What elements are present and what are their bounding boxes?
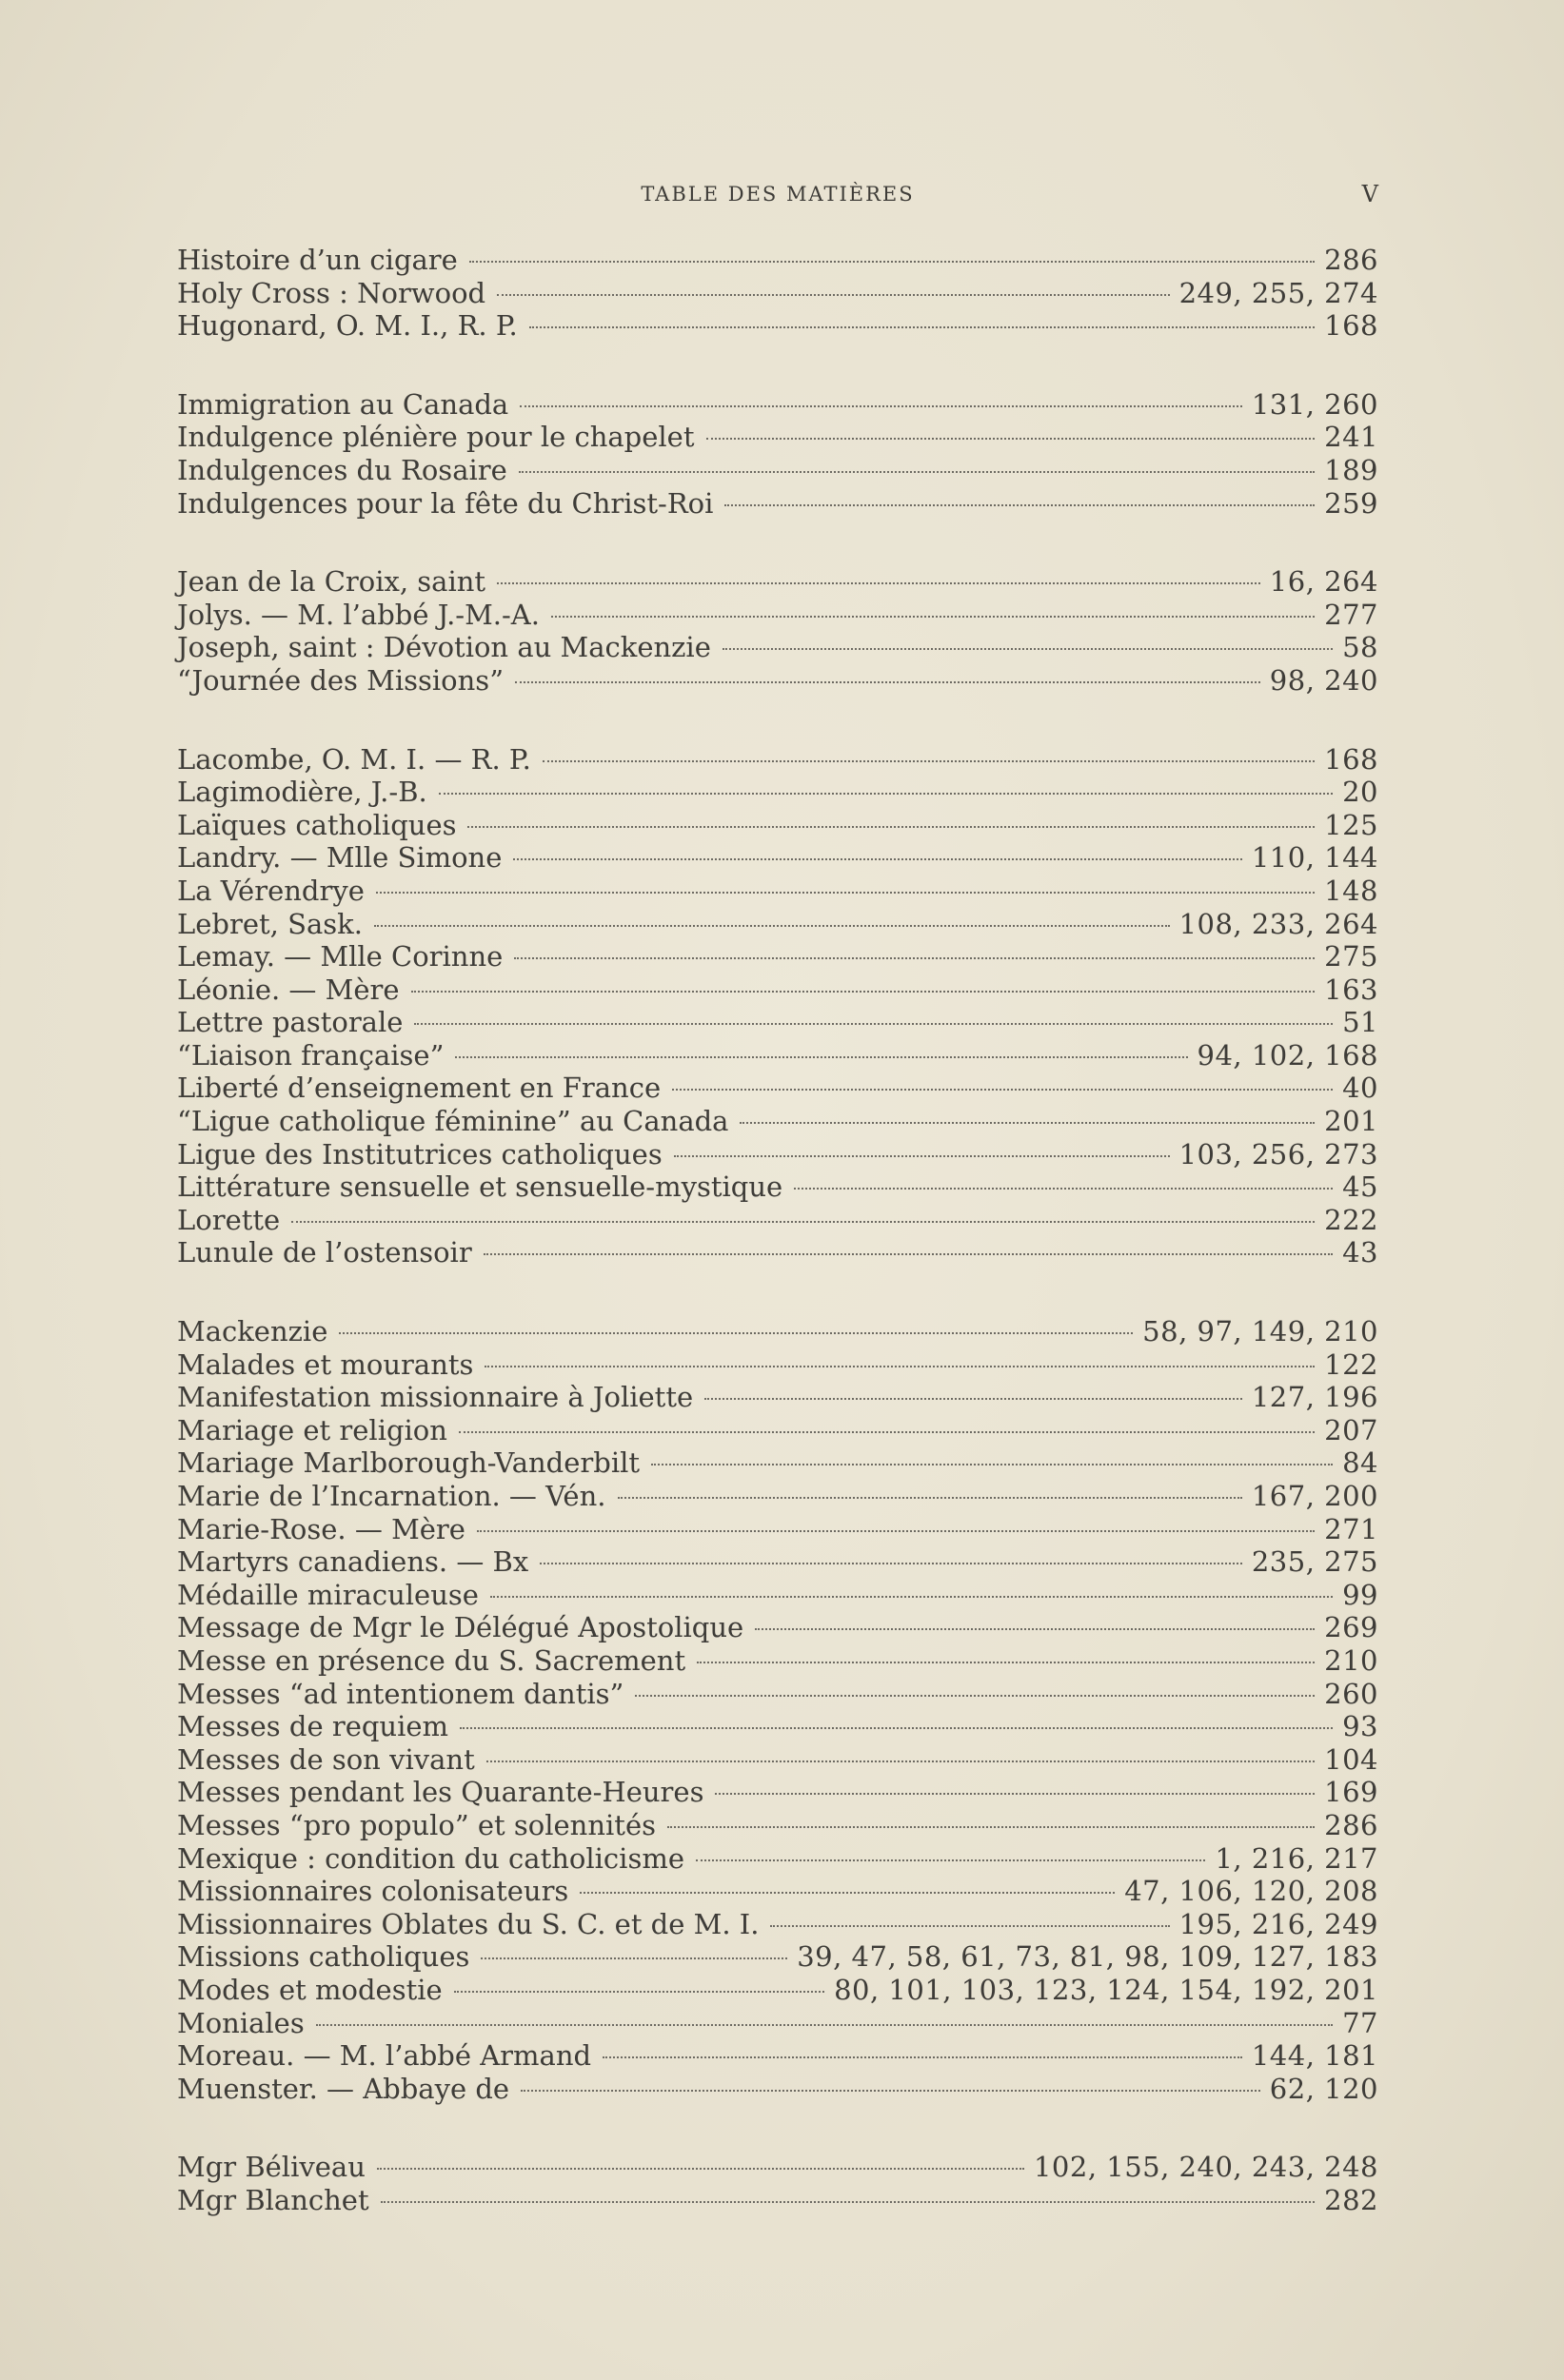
- index-group: [177, 2151, 1378, 2216]
- entry-label: Mackenzie: [177, 1315, 328, 1348]
- index-entry: [177, 1611, 1378, 1644]
- entry-label: Landry. — Mlle Simone: [177, 841, 503, 875]
- index-entry: [177, 1743, 1378, 1777]
- entry-pages: 80, 101, 103, 123, 124, 154, 192, 201: [834, 1973, 1378, 2006]
- dot-leader: [723, 648, 1333, 650]
- entry-pages: 94, 102, 168: [1197, 1038, 1378, 1072]
- entry-pages: 102, 155, 240, 243, 248: [1033, 2151, 1378, 2184]
- entry-label: Messes “ad intentionem dantis”: [177, 1677, 624, 1710]
- index-entry: [177, 1072, 1378, 1105]
- dot-leader: [715, 1793, 1315, 1795]
- index-group: [177, 1315, 1378, 2105]
- entry-pages: 20: [1342, 776, 1378, 809]
- entry-pages: 40: [1342, 1072, 1378, 1105]
- entry-pages: 210: [1324, 1643, 1378, 1677]
- entry-label: Messe en présence du S. Sacrement: [177, 1643, 686, 1677]
- running-header: [177, 179, 1378, 209]
- dot-leader: [529, 326, 1315, 328]
- dot-leader: [454, 1991, 824, 1993]
- entry-pages: 277: [1324, 598, 1378, 631]
- dot-leader: [459, 1431, 1315, 1433]
- entry-pages: 47, 106, 120, 208: [1124, 1875, 1378, 1908]
- entry-pages: 163: [1324, 973, 1378, 1006]
- dot-leader: [460, 1727, 1333, 1729]
- index-entry: [177, 1809, 1378, 1842]
- index-entry: [177, 277, 1378, 310]
- entry-label: Messes “pro populo” et solennités: [177, 1808, 656, 1841]
- index-entry: [177, 1446, 1378, 1480]
- entry-pages: 127, 196: [1251, 1381, 1378, 1414]
- entry-pages: 93: [1342, 1710, 1378, 1743]
- index-entry: [177, 875, 1378, 908]
- entry-label: Mariage Marlborough-Vanderbilt: [177, 1446, 641, 1480]
- index-group: [177, 388, 1378, 520]
- entry-pages: 43: [1342, 1236, 1378, 1269]
- entry-pages: 259: [1324, 486, 1378, 520]
- index-entry: [177, 244, 1378, 277]
- dot-leader: [497, 582, 1260, 584]
- dot-leader: [376, 892, 1315, 894]
- entry-label: Immigration au Canada: [177, 387, 509, 421]
- index-entry: [177, 1908, 1378, 1941]
- entry-label: Joseph, saint : Dévotion au Mackenzie: [177, 631, 711, 664]
- entry-pages: 189: [1324, 453, 1378, 486]
- dot-leader: [377, 2168, 1024, 2170]
- entry-label: Martyrs canadiens. — Bx: [177, 1545, 529, 1579]
- entry-label: Laïques catholiques: [177, 808, 457, 841]
- dot-leader: [485, 1366, 1315, 1367]
- entry-label: Malades et mourants: [177, 1347, 474, 1381]
- index-entry: [177, 1710, 1378, 1743]
- index-entry: [177, 1170, 1378, 1204]
- entry-label: Liberté d’enseignement en France: [177, 1072, 662, 1105]
- dot-leader: [520, 405, 1242, 407]
- index-entry: [177, 1579, 1378, 1612]
- entry-label: “Journée des Missions”: [177, 663, 505, 697]
- dot-leader: [514, 957, 1315, 959]
- entry-label: Indulgence plénière pour le chapelet: [177, 421, 695, 454]
- dot-leader: [770, 1925, 1169, 1927]
- index-entry: [177, 2073, 1378, 2106]
- index-entry: [177, 599, 1378, 632]
- entry-pages: 222: [1324, 1203, 1378, 1236]
- dot-leader: [439, 793, 1333, 795]
- dot-leader: [414, 1023, 1333, 1025]
- index-entry: [177, 1940, 1378, 1974]
- entry-label: La Vérendrye: [177, 874, 365, 907]
- entry-pages: 84: [1342, 1446, 1378, 1480]
- index-entry: [177, 1138, 1378, 1171]
- index-entry: [177, 2007, 1378, 2040]
- index-entry: [177, 1039, 1378, 1072]
- entry-pages: 103, 256, 273: [1178, 1137, 1378, 1170]
- dot-leader: [497, 294, 1169, 296]
- dot-leader: [696, 1859, 1205, 1861]
- entry-label: Lettre pastorale: [177, 1006, 404, 1039]
- entry-pages: 286: [1324, 244, 1378, 276]
- dot-leader: [672, 1089, 1333, 1091]
- index-entry: [177, 1545, 1378, 1579]
- entry-pages: 77: [1342, 2006, 1378, 2039]
- dot-leader: [381, 2201, 1316, 2203]
- entry-pages: 167, 200: [1251, 1480, 1378, 1512]
- entry-label: Messes pendant les Quarante-Heures: [177, 1776, 704, 1809]
- index-entry: [177, 487, 1378, 521]
- entry-pages: 148: [1324, 874, 1378, 907]
- entry-label: Médaille miraculeuse: [177, 1578, 479, 1611]
- dot-leader: [291, 1221, 1315, 1223]
- page-number: V: [1361, 181, 1378, 207]
- index-entry: [177, 1414, 1378, 1447]
- index-entry: [177, 1006, 1378, 1039]
- index-entry: [177, 1204, 1378, 1237]
- entry-label: “Liaison française”: [177, 1038, 445, 1072]
- index-entry: [177, 1480, 1378, 1513]
- index-entry: [177, 664, 1378, 698]
- index-entry: [177, 1236, 1378, 1269]
- header-title: TABLE DES MATIÈRES: [641, 183, 915, 206]
- entry-pages: 99: [1342, 1578, 1378, 1611]
- entry-pages: 98, 240: [1269, 663, 1378, 697]
- entry-label: Ligue des Institutrices catholiques: [177, 1137, 663, 1170]
- entry-pages: 195, 216, 249: [1178, 1907, 1378, 1940]
- entry-label: Jolys. — M. l’abbé J.-M.-A.: [177, 598, 540, 631]
- entry-pages: 269: [1324, 1611, 1378, 1644]
- index-entry: [177, 1678, 1378, 1711]
- index-entry: [177, 1842, 1378, 1876]
- dot-leader: [706, 438, 1316, 440]
- index-entry: [177, 743, 1378, 777]
- entry-pages: 249, 255, 274: [1178, 276, 1378, 309]
- index-entry: [177, 1513, 1378, 1546]
- entry-pages: 168: [1324, 742, 1378, 776]
- index-entry: [177, 309, 1378, 343]
- entry-pages: 104: [1324, 1742, 1378, 1776]
- index-entry: [177, 2184, 1378, 2217]
- entry-pages: 51: [1342, 1006, 1378, 1039]
- index-entry: [177, 809, 1378, 842]
- entry-pages: 275: [1324, 940, 1378, 974]
- index-entry: [177, 1776, 1378, 1809]
- entry-pages: 125: [1324, 808, 1378, 841]
- dot-leader: [540, 1563, 1242, 1564]
- entry-label: Marie de l’Incarnation. — Vén.: [177, 1480, 606, 1512]
- entry-pages: 110, 144: [1251, 841, 1378, 875]
- index-entry: [177, 1348, 1378, 1382]
- dot-leader: [484, 1253, 1333, 1255]
- dot-leader: [374, 925, 1170, 927]
- dot-leader: [455, 1056, 1187, 1058]
- entry-label: Lebret, Sask.: [177, 907, 363, 940]
- index-entry: [177, 1315, 1378, 1348]
- entry-label: Littérature sensuelle et sensuelle-mystique: [177, 1170, 783, 1204]
- index-group: [177, 565, 1378, 697]
- dot-leader: [635, 1695, 1315, 1697]
- dot-leader: [543, 760, 1315, 762]
- entry-label: Moniales: [177, 2006, 305, 2039]
- entry-pages: 144, 181: [1251, 2039, 1378, 2073]
- entry-pages: 235, 275: [1251, 1545, 1378, 1579]
- entry-label: Jean de la Croix, saint: [177, 565, 486, 599]
- dot-leader: [667, 1826, 1315, 1828]
- entry-label: Messes de son vivant: [177, 1742, 475, 1776]
- dot-leader: [515, 681, 1260, 683]
- dot-leader: [651, 1464, 1333, 1465]
- entry-pages: 168: [1324, 309, 1378, 343]
- entry-label: Léonie. — Mère: [177, 973, 400, 1006]
- dot-leader: [618, 1497, 1242, 1499]
- index-group: [177, 743, 1378, 1270]
- entry-label: “Ligue catholique féminine” au Canada: [177, 1105, 729, 1138]
- entry-pages: 58, 97, 149, 210: [1142, 1315, 1378, 1348]
- entry-pages: 241: [1324, 421, 1378, 454]
- dot-leader: [521, 2090, 1260, 2092]
- dot-leader: [794, 1188, 1333, 1190]
- dot-leader: [467, 826, 1315, 828]
- entry-pages: 260: [1324, 1677, 1378, 1710]
- entry-label: Moreau. — M. l’abbé Armand: [177, 2039, 592, 2073]
- index-list: [177, 244, 1378, 2262]
- entry-label: Holy Cross : Norwood: [177, 276, 486, 309]
- entry-pages: 1, 216, 217: [1215, 1841, 1378, 1875]
- entry-label: Indulgences pour la fête du Christ-Roi: [177, 486, 714, 520]
- index-entry: [177, 631, 1378, 664]
- entry-pages: 108, 233, 264: [1178, 907, 1378, 940]
- entry-label: Hugonard, O. M. I., R. P.: [177, 309, 518, 343]
- entry-label: Missionnaires Oblates du S. C. et de M. I.: [177, 1907, 760, 1940]
- dot-leader: [481, 1957, 787, 1959]
- index-entry: [177, 974, 1378, 1007]
- index-entry: [177, 776, 1378, 809]
- entry-pages: 39, 47, 58, 61, 73, 81, 98, 109, 127, 183: [797, 1940, 1378, 1974]
- index-entry: [177, 1644, 1378, 1678]
- index-entry: [177, 841, 1378, 875]
- dot-leader: [486, 1760, 1315, 1762]
- index-entry: [177, 1875, 1378, 1908]
- entry-pages: 58: [1342, 631, 1378, 664]
- entry-label: Mgr Blanchet: [177, 2183, 369, 2216]
- entry-pages: 286: [1324, 1808, 1378, 1841]
- index-entry: [177, 565, 1378, 599]
- entry-pages: 131, 260: [1251, 387, 1378, 421]
- index-entry: [177, 908, 1378, 941]
- dot-leader: [519, 471, 1315, 473]
- entry-pages: 282: [1324, 2183, 1378, 2216]
- entry-label: Message de Mgr le Délégué Apostolique: [177, 1611, 744, 1644]
- entry-label: Indulgences du Rosaire: [177, 453, 507, 486]
- index-entry: [177, 454, 1378, 487]
- entry-label: Mexique : condition du catholicisme: [177, 1841, 684, 1875]
- entry-label: Mariage et religion: [177, 1413, 447, 1446]
- entry-pages: 62, 120: [1269, 2072, 1378, 2105]
- entry-label: Lorette: [177, 1203, 281, 1236]
- index-entry: [177, 1381, 1378, 1414]
- entry-label: Modes et modestie: [177, 1973, 443, 2006]
- entry-pages: 201: [1324, 1105, 1378, 1138]
- dot-leader: [704, 1398, 1242, 1400]
- dot-leader: [674, 1155, 1170, 1157]
- index-entry: [177, 2151, 1378, 2184]
- index-entry: [177, 940, 1378, 974]
- dot-leader: [603, 2056, 1242, 2058]
- entry-label: Mgr Béliveau: [177, 2151, 366, 2184]
- entry-pages: 271: [1324, 1512, 1378, 1545]
- entry-label: Missions catholiques: [177, 1940, 470, 1974]
- dot-leader: [490, 1596, 1333, 1598]
- index-entry: [177, 1105, 1378, 1138]
- entry-label: Messes de requiem: [177, 1710, 449, 1743]
- index-entry: [177, 421, 1378, 454]
- entry-pages: 207: [1324, 1413, 1378, 1446]
- entry-label: Marie-Rose. — Mère: [177, 1512, 465, 1545]
- entry-label: Lagimodière, J.-B.: [177, 776, 427, 809]
- entry-label: Lacombe, O. M. I. — R. P.: [177, 742, 531, 776]
- dot-leader: [697, 1662, 1315, 1663]
- dot-leader: [551, 616, 1315, 618]
- dot-leader: [740, 1122, 1315, 1124]
- dot-leader: [477, 1530, 1315, 1532]
- dot-leader: [411, 991, 1316, 993]
- entry-label: Missionnaires colonisateurs: [177, 1875, 569, 1908]
- entry-pages: 169: [1324, 1776, 1378, 1809]
- dot-leader: [316, 2024, 1333, 2026]
- entry-label: Histoire d’un cigare: [177, 244, 458, 276]
- index-group: [177, 244, 1378, 343]
- index-entry: [177, 2039, 1378, 2073]
- entry-label: Manifestation missionnaire à Joliette: [177, 1381, 694, 1414]
- entry-label: Lunule de l’ostensoir: [177, 1236, 472, 1269]
- entry-label: Lemay. — Mlle Corinne: [177, 940, 504, 974]
- entry-pages: 16, 264: [1269, 565, 1378, 599]
- dot-leader: [755, 1628, 1315, 1630]
- dot-leader: [513, 858, 1241, 860]
- dot-leader: [580, 1892, 1115, 1894]
- entry-label: Muenster. — Abbaye de: [177, 2072, 510, 2105]
- entry-pages: 122: [1324, 1347, 1378, 1381]
- dot-leader: [469, 261, 1315, 263]
- entry-pages: 45: [1342, 1170, 1378, 1204]
- dot-leader: [724, 504, 1315, 506]
- index-entry: [177, 388, 1378, 422]
- index-entry: [177, 1974, 1378, 2007]
- dot-leader: [339, 1332, 1133, 1334]
